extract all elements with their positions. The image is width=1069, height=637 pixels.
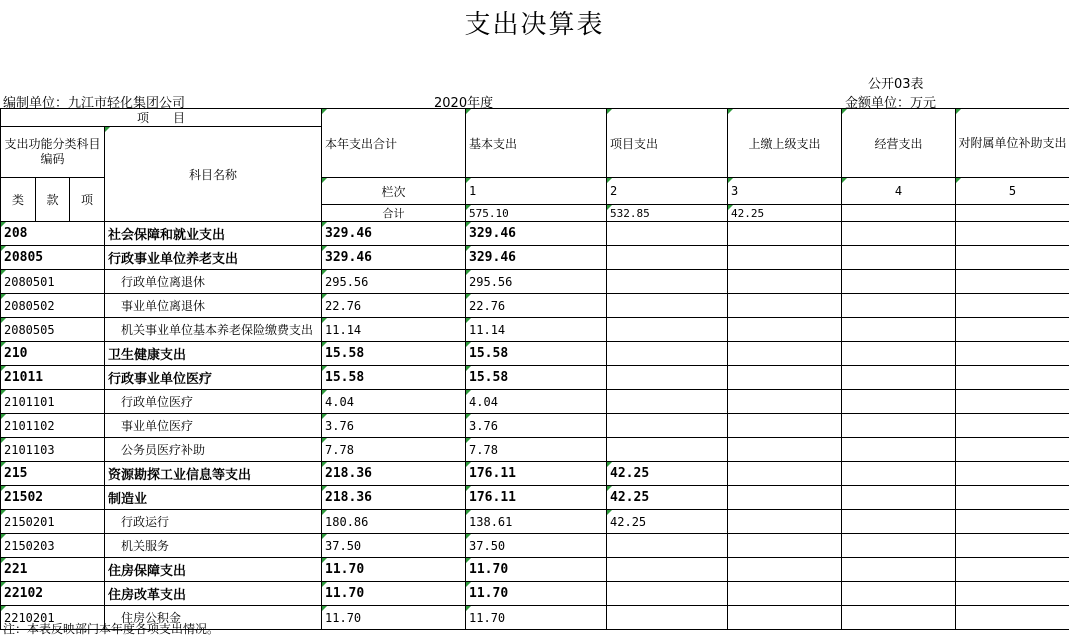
table-row: [1, 294, 1069, 318]
table-row: [1, 534, 1069, 558]
row-subject-name: 机关事业单位基本养老保险缴费支出: [105, 318, 322, 342]
row-value: [607, 294, 728, 318]
row-value: [956, 390, 1069, 414]
row-value: 176.11: [466, 462, 607, 486]
row-value: 218.36: [322, 462, 466, 486]
table-row: [1, 222, 1069, 246]
row-value: 15.58: [322, 342, 466, 366]
row-value: [728, 390, 842, 414]
row-value: [728, 558, 842, 582]
xiang-header: 项: [70, 178, 105, 222]
row-value: 15.58: [322, 366, 466, 390]
row-subject-name: 公务员医疗补助: [105, 438, 322, 462]
item-header: 项 目: [1, 109, 322, 127]
row-value: 7.78: [322, 438, 466, 462]
row-value: 11.70: [322, 582, 466, 606]
row-subject-name: 住房保障支出: [105, 558, 322, 582]
table-row: [1, 270, 1069, 294]
amount-unit: 金额单位：万元: [845, 92, 936, 111]
row-value: [956, 438, 1069, 462]
row-value: [956, 222, 1069, 246]
row-value: [956, 414, 1069, 438]
row-value: 3.76: [322, 414, 466, 438]
row-code: 210: [1, 342, 105, 366]
table-row: [1, 486, 1069, 510]
total-cell: 575.10: [466, 205, 607, 222]
row-code: 20805: [1, 246, 105, 270]
row-subject-name: 住房改革支出: [105, 582, 322, 606]
row-value: [956, 342, 1069, 366]
row-value: 4.04: [322, 390, 466, 414]
row-value: [728, 342, 842, 366]
row-value: 176.11: [466, 486, 607, 510]
row-value: 42.25: [607, 510, 728, 534]
row-code: 2080502: [1, 294, 105, 318]
row-value: 295.56: [466, 270, 607, 294]
row-code: 2150201: [1, 510, 105, 534]
row-value: [842, 414, 956, 438]
row-subject-name: 资源勘探工业信息等支出: [105, 462, 322, 486]
row-subject-name: 行政事业单位医疗: [105, 366, 322, 390]
row-value: [842, 606, 956, 630]
row-code: 208: [1, 222, 105, 246]
row-subject-name: 事业单位医疗: [105, 414, 322, 438]
row-subject-name: 行政运行: [105, 510, 322, 534]
row-value: [842, 318, 956, 342]
row-value: 7.78: [466, 438, 607, 462]
col-header-business: 经营支出: [842, 109, 956, 178]
row-value: 329.46: [322, 222, 466, 246]
col-num: 2: [607, 178, 728, 205]
row-code: 2101102: [1, 414, 105, 438]
row-code: 2080501: [1, 270, 105, 294]
row-code: 2210201: [1, 606, 105, 630]
lei-header: 类: [1, 178, 36, 222]
row-value: [956, 510, 1069, 534]
row-code: 2101101: [1, 390, 105, 414]
row-subject-name: 住房公积金: [105, 606, 322, 630]
table-row: [1, 342, 1069, 366]
row-value: [842, 390, 956, 414]
row-value: 22.76: [466, 294, 607, 318]
fiscal-year: 2020年度: [434, 92, 493, 111]
row-value: 138.61: [466, 510, 607, 534]
row-value: [956, 534, 1069, 558]
row-subject-name: 社会保障和就业支出: [105, 222, 322, 246]
row-subject-name: 行政事业单位养老支出: [105, 246, 322, 270]
row-subject-name: 行政单位离退休: [105, 270, 322, 294]
col-header-basic: 基本支出: [466, 109, 607, 178]
row-value: [842, 246, 956, 270]
row-value: [956, 294, 1069, 318]
table-row: [1, 582, 1069, 606]
row-value: [956, 558, 1069, 582]
row-value: [728, 294, 842, 318]
row-value: [607, 342, 728, 366]
row-value: [728, 534, 842, 558]
row-code: 2150203: [1, 534, 105, 558]
row-value: 11.14: [466, 318, 607, 342]
row-value: [842, 510, 956, 534]
row-value: [728, 462, 842, 486]
row-value: [956, 462, 1069, 486]
code-group-header: 支出功能分类科目编码: [1, 127, 105, 178]
row-value: [728, 366, 842, 390]
total-label: 合计: [322, 205, 466, 222]
row-value: [607, 390, 728, 414]
row-value: 22.76: [322, 294, 466, 318]
lanci-label: 栏次: [322, 178, 466, 205]
form-number: 公开03表: [868, 73, 924, 92]
row-value: [956, 486, 1069, 510]
row-value: [728, 246, 842, 270]
row-value: [842, 342, 956, 366]
row-value: [842, 270, 956, 294]
row-value: [607, 366, 728, 390]
row-value: [842, 558, 956, 582]
row-subject-name: 事业单位离退休: [105, 294, 322, 318]
col-num: 5: [956, 178, 1069, 205]
row-value: [842, 366, 956, 390]
row-value: [842, 486, 956, 510]
row-code: 21502: [1, 486, 105, 510]
row-value: [956, 582, 1069, 606]
row-value: [607, 270, 728, 294]
report-title: 支出决算表: [0, 4, 1069, 41]
table-row: [1, 318, 1069, 342]
row-value: 329.46: [466, 246, 607, 270]
row-value: [728, 510, 842, 534]
row-value: 329.46: [466, 222, 607, 246]
row-value: [607, 414, 728, 438]
col-header-upper: 上缴上级支出: [728, 109, 842, 178]
row-value: 4.04: [466, 390, 607, 414]
row-value: [607, 558, 728, 582]
row-value: [728, 222, 842, 246]
row-value: 329.46: [322, 246, 466, 270]
total-cell: 42.25: [728, 205, 842, 222]
row-value: [842, 534, 956, 558]
row-code: 221: [1, 558, 105, 582]
row-value: [728, 270, 842, 294]
row-value: [728, 414, 842, 438]
row-value: 37.50: [466, 534, 607, 558]
total-cell: 532.85: [607, 205, 728, 222]
row-value: 15.58: [466, 366, 607, 390]
table-row: [1, 414, 1069, 438]
col-header-total: 本年支出合计: [322, 109, 466, 178]
row-subject-name: 行政单位医疗: [105, 390, 322, 414]
table-row: [1, 510, 1069, 534]
table-row: [1, 438, 1069, 462]
row-value: [607, 246, 728, 270]
col-num: 4: [842, 178, 956, 205]
row-value: 11.70: [466, 606, 607, 630]
row-value: [842, 462, 956, 486]
row-subject-name: 制造业: [105, 486, 322, 510]
row-value: 11.70: [322, 606, 466, 630]
table-row: [1, 558, 1069, 582]
row-value: [728, 606, 842, 630]
row-value: 42.25: [607, 462, 728, 486]
row-value: 11.14: [322, 318, 466, 342]
row-value: [728, 318, 842, 342]
reporting-unit: 编制单位：九江市轻化集团公司: [3, 92, 185, 111]
total-cell: [956, 205, 1069, 222]
row-value: 15.58: [466, 342, 607, 366]
row-subject-name: 机关服务: [105, 534, 322, 558]
row-value: [842, 438, 956, 462]
table-row: [1, 246, 1069, 270]
row-value: [607, 534, 728, 558]
row-value: [956, 246, 1069, 270]
row-value: 42.25: [607, 486, 728, 510]
row-value: [607, 438, 728, 462]
row-value: 295.56: [322, 270, 466, 294]
row-value: [956, 270, 1069, 294]
row-code: 21011: [1, 366, 105, 390]
row-value: [842, 222, 956, 246]
row-subject-name: 卫生健康支出: [105, 342, 322, 366]
row-code: 2080505: [1, 318, 105, 342]
row-value: 11.70: [466, 558, 607, 582]
row-value: [728, 582, 842, 606]
row-value: [728, 486, 842, 510]
table-row: [1, 366, 1069, 390]
table-row: [1, 462, 1069, 486]
row-value: [607, 606, 728, 630]
subject-name-header: 科目名称: [105, 127, 322, 222]
row-code: 215: [1, 462, 105, 486]
col-header-project: 项目支出: [607, 109, 728, 178]
col-num: 1: [466, 178, 607, 205]
row-value: [607, 582, 728, 606]
row-value: [956, 366, 1069, 390]
row-code: 22102: [1, 582, 105, 606]
row-value: 3.76: [466, 414, 607, 438]
row-value: [728, 438, 842, 462]
row-value: [607, 318, 728, 342]
row-code: 2101103: [1, 438, 105, 462]
expenditure-table: [0, 108, 1069, 630]
footnote: 注：本表反映部门本年度各项支出情况。: [3, 620, 219, 637]
row-value: [842, 582, 956, 606]
row-value: 180.86: [322, 510, 466, 534]
row-value: 11.70: [322, 558, 466, 582]
row-value: [956, 318, 1069, 342]
row-value: [607, 222, 728, 246]
row-value: 218.36: [322, 486, 466, 510]
kuan-header: 款: [36, 178, 70, 222]
total-cell: [842, 205, 956, 222]
row-value: [956, 606, 1069, 630]
table-row: [1, 390, 1069, 414]
col-header-subsidy: 对附属单位补助支出: [956, 109, 1069, 178]
row-value: 11.70: [466, 582, 607, 606]
col-num: 3: [728, 178, 842, 205]
row-value: [842, 294, 956, 318]
row-value: 37.50: [322, 534, 466, 558]
